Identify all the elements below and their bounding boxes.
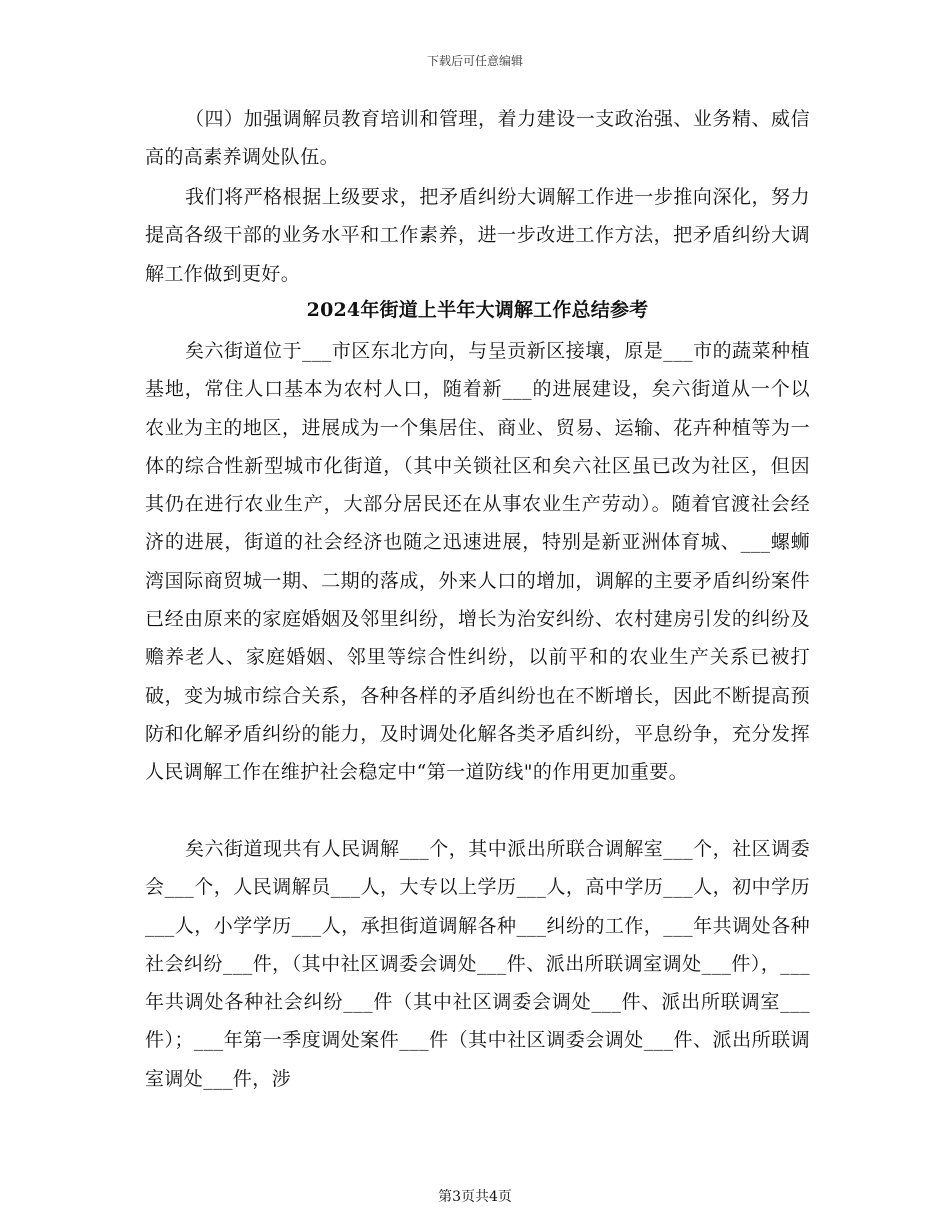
paragraph-mediation-statistics: 矣六街道现共有人民调解___个，其中派出所联合调解室___个，社区调委会___个，人民调解员___人，大专以上学历___人，高中学历___人，初中学历___人，小学学历___人，承担街道调解各种___纠纷的工作，___年共调处各种社会纠纷___件，（其中社区调委会调处___件、派出所联调室调处___件），___年共调处各种社会纠纷___件（其中社区调委会调处___件、派出所联调室___件）；___年第一季度调处案件___件（其中社区调委会调处___件、派出所联调室调处___件，涉 [145,838,810,1090]
paragraph-street-overview: 矣六街道位于___市区东北方向，与呈贡新区接壤，原是___市的蔬菜种植基地，常住人口基本为农村人口，随着新___的进展建设，矣六街道从一个以农业为主的地区，进展成为一个集居住、商业、贸易、运输、花卉种植等为一体的综合性新型城市化街道，（其中关锁社区和矣六社区虽已改为社区，但因其仍在进行农业生产，大部分居民还在从事农业生产劳动）。随着官渡社会经济的进展，街道的社会经济也随之迅速进展，特别是新亚洲体育城、___螺蛳湾国际商贸城一期、二期的落成，外来人口的增加，调解的主要矛盾纠纷案件已经由原来的家庭婚姻及邻里纠纷，增长为治安纠纷、农村建房引发的纠纷及赡养老人、家庭婚姻、邻里等综合性纠纷，以前平和的农业生产关系已被打破，变为城市综合关系，各种各样的矛盾纠纷也在不断增长，因此不断提高预防和化解矛盾纠纷的能力，及时调处化解各类矛盾纠纷，平息纷争，充分发挥人民调解工作在维护社会稳定中“第一道防线"的作用更加重要。 [145,340,810,784]
page-footer: 第3页共4页 [438,1189,512,1205]
page-header-note: 下载后可任意编辑 [426,54,523,68]
paragraph-commitment: 我们将严格根据上级要求，把矛盾纠纷大调解工作进一步推向深化，努力提高各级干部的业务水平和工作素养，进一步改进工作方法，把矛盾纠纷大调解工作做到更好。 [145,186,810,285]
section-title: 2024年街道上半年大调解工作总结参考 [306,299,649,321]
paragraph-training: （四）加强调解员教育培训和管理，着力建设一支政治强、业务精、威信高的高素养调处队伍。 [145,108,810,169]
